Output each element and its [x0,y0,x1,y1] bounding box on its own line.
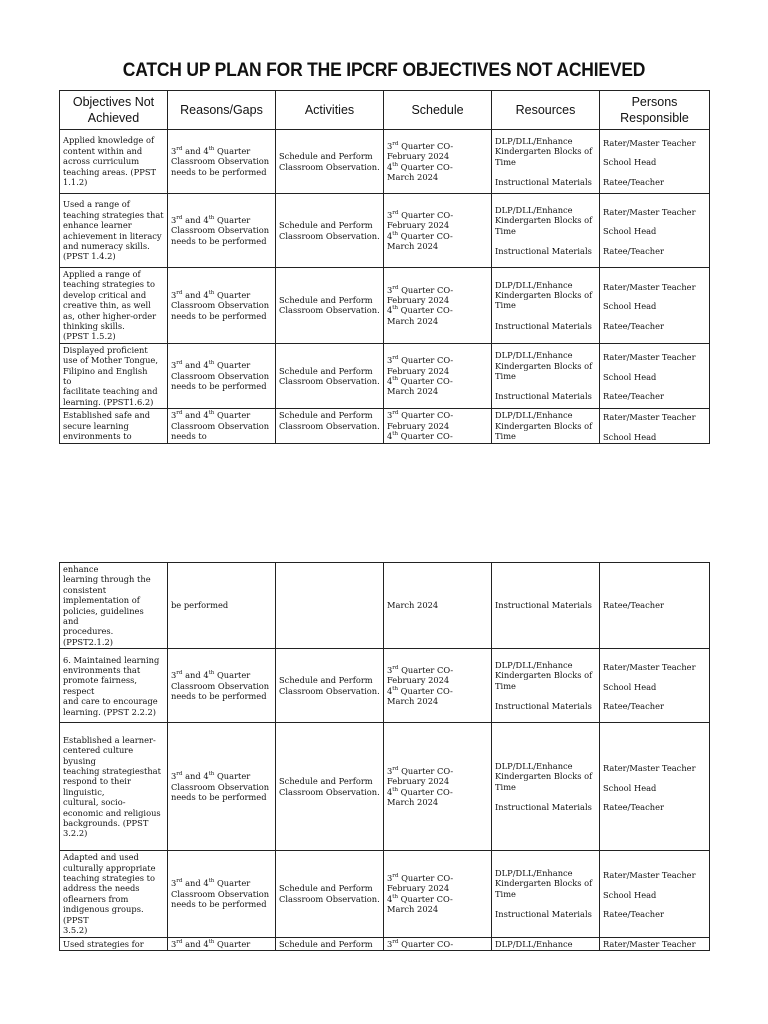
activity-cell: Schedule and Perform Classroom Observation. [276,723,384,851]
persons-cell: Rater/Master Teacher School Head Ratee/Teacher [600,343,710,408]
objective-cell: Displayed proficient use of Mother Tongue, Filipino and English to facilitate teaching and learning. (PPST1.6.2) [60,343,168,408]
table-row [60,723,710,851]
table-row [60,268,710,344]
catch-up-plan-table-continued [59,562,710,951]
schedule-cell: 3rd Quarter CO- February 2024 4th Quarter CO- [384,409,492,444]
persons-cell: Rater/Master Teacher School Head Ratee/Teacher [600,268,710,344]
activity-cell: Schedule and Perform Classroom Observation. [276,343,384,408]
activity-cell: Schedule and Perform [276,937,384,950]
schedule-cell: 3rd Quarter CO- February 2024 4th Quarter CO- March 2024 [384,194,492,268]
header-objectives: Objectives Not Achieved [60,91,168,130]
persons-cell: Rater/Master Teacher School Head Ratee/Teacher [600,723,710,851]
persons-cell: Rater/Master Teacher School Head Ratee/Teacher [600,130,710,194]
reason-cell: 3rd and 4th Quarter Classroom Observation needs to be performed [168,130,276,194]
activity-cell: Schedule and Perform Classroom Observation. [276,409,384,444]
catch-up-plan-table [59,90,710,444]
objective-cell: enhance learning through the consistent implementation of policies, guidelines and procedures. (PPST2.1.2) [60,563,168,649]
objective-cell: Used strategies for [60,937,168,950]
table-row [60,563,710,649]
objective-cell: Used a range of teaching strategies that enhance learner achievement in literacy and numeracy skills. (PPST 1.4.2) [60,194,168,268]
reason-cell: 3rd and 4th Quarter Classroom Observation needs to be performed [168,723,276,851]
schedule-cell: 3rd Quarter CO- February 2024 4th Quarter CO- March 2024 [384,130,492,194]
header-resources: Resources [492,91,600,130]
persons-cell: Rater/Master Teacher [600,937,710,950]
header-reasons: Reasons/Gaps [168,91,276,130]
objective-cell: Applied a range of teaching strategies to develop critical and creative thin, as well as, other higher-order thinking skills. (PPST 1.5.2) [60,268,168,344]
activity-cell: Schedule and Perform Classroom Observation. [276,851,384,937]
schedule-cell: 3rd Quarter CO- [384,937,492,950]
activity-cell: Schedule and Perform Classroom Observation. [276,130,384,194]
activity-cell: Schedule and Perform Classroom Observation. [276,194,384,268]
resources-cell: DLP/DLL/Enhance Kindergarten Blocks of Time Instructional Materials [492,130,600,194]
reason-cell: 3rd and 4th Quarter Classroom Observation needs to be performed [168,343,276,408]
schedule-cell: 3rd Quarter CO- February 2024 4th Quarter CO- March 2024 [384,649,492,723]
persons-cell: Rater/Master Teacher School Head Ratee/Teacher [600,851,710,937]
objective-cell: Established safe and secure learning environments to [60,409,168,444]
resources-cell: DLP/DLL/Enhance Kindergarten Blocks of Time Instructional Materials [492,649,600,723]
resources-cell: Instructional Materials [492,563,600,649]
table-row [60,409,710,444]
page-title: CATCH UP PLAN FOR THE IPCRF OBJECTIVES NOT ACHIEVED [122,60,646,81]
table-row [60,937,710,950]
objective-cell: Established a learner-centered culture byusing teaching strategiesthat respond to their linguistic, cultural, socio-economic and religious backgrounds. (PPST 3.2.2) [60,723,168,851]
persons-cell: Rater/Master Teacher School Head [600,409,710,444]
resources-cell: DLP/DLL/Enhance Kindergarten Blocks of Time Instructional Materials [492,268,600,344]
header-activities: Activities [276,91,384,130]
reason-cell: be performed [168,563,276,649]
header-schedule: Schedule [384,91,492,130]
activity-cell [276,563,384,649]
persons-cell: Rater/Master Teacher School Head Ratee/Teacher [600,194,710,268]
schedule-cell: 3rd Quarter CO- February 2024 4th Quarter CO- March 2024 [384,723,492,851]
table-row [60,130,710,194]
resources-cell: DLP/DLL/Enhance [492,937,600,950]
objective-cell: Adapted and used culturally appropriate teaching strategies to address the needs oflearners from indigenous groups. (PPST 3.5.2) [60,851,168,937]
reason-cell: 3rd and 4th Quarter Classroom Observation needs to [168,409,276,444]
reason-cell: 3rd and 4th Quarter Classroom Observation needs to be performed [168,268,276,344]
objective-cell: 6. Maintained learning environments that promote fairness, respect and care to encourage learning. (PPST 2.2.2) [60,649,168,723]
table-row [60,343,710,408]
resources-cell: DLP/DLL/Enhance Kindergarten Blocks of Time Instructional Materials [492,194,600,268]
header-persons: Persons Responsible [600,91,710,130]
table-row [60,851,710,937]
schedule-cell: March 2024 [384,563,492,649]
schedule-cell: 3rd Quarter CO- February 2024 4th Quarter CO- March 2024 [384,268,492,344]
resources-cell: DLP/DLL/Enhance Kindergarten Blocks of Time Instructional Materials [492,723,600,851]
table-header-row [60,91,710,130]
schedule-cell: 3rd Quarter CO- February 2024 4th Quarter CO- March 2024 [384,343,492,408]
reason-cell: 3rd and 4th Quarter Classroom Observation needs to be performed [168,649,276,723]
schedule-cell: 3rd Quarter CO- February 2024 4th Quarter CO- March 2024 [384,851,492,937]
activity-cell: Schedule and Perform Classroom Observation. [276,649,384,723]
activity-cell: Schedule and Perform Classroom Observation. [276,268,384,344]
persons-cell: Ratee/Teacher [600,563,710,649]
resources-cell: DLP/DLL/Enhance Kindergarten Blocks of Time [492,409,600,444]
objective-cell: Applied knowledge of content within and across curriculum teaching areas. (PPST 1.1.2) [60,130,168,194]
reason-cell: 3rd and 4th Quarter [168,937,276,950]
persons-cell: Rater/Master Teacher School Head Ratee/Teacher [600,649,710,723]
table-row [60,649,710,723]
reason-cell: 3rd and 4th Quarter Classroom Observation needs to be performed [168,194,276,268]
resources-cell: DLP/DLL/Enhance Kindergarten Blocks of Time Instructional Materials [492,851,600,937]
reason-cell: 3rd and 4th Quarter Classroom Observation needs to be performed [168,851,276,937]
table-row [60,194,710,268]
resources-cell: DLP/DLL/Enhance Kindergarten Blocks of Time Instructional Materials [492,343,600,408]
